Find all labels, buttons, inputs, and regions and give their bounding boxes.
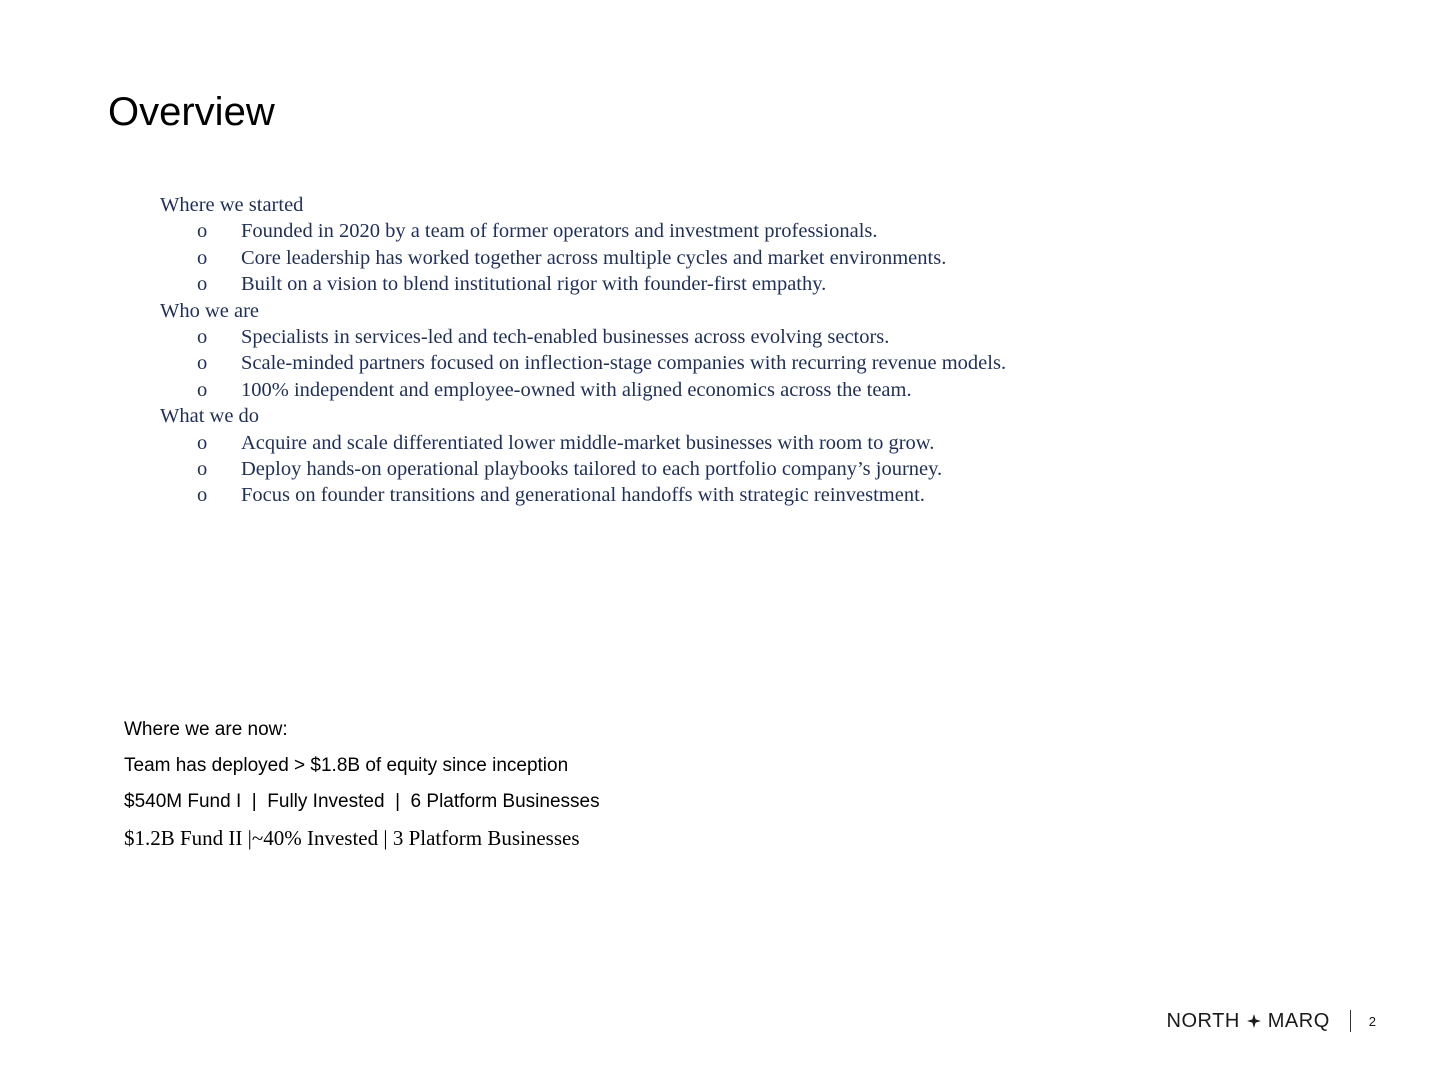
bullet-marker: o: [197, 326, 208, 349]
section-heading-who-we-are: Who we are: [160, 299, 260, 322]
bullet-text: Acquire and scale differentiated lower middle-market businesses with room to grow.: [241, 431, 935, 454]
bullet-text: Scale-minded partners focused on inflection-stage companies with recurring revenue models.: [241, 352, 1007, 375]
list-item: [160, 377, 1060, 403]
four-point-star-icon: [1247, 1014, 1261, 1028]
section-heading-where-we-started: Where we started: [160, 194, 304, 216]
bullet-list-where-we-started: [160, 218, 1060, 297]
bullet-list-what-we-do: [160, 430, 1060, 509]
logo-text-right: MARQ: [1267, 1009, 1330, 1032]
page-number: 2: [1368, 1013, 1376, 1029]
status-line-deployed: Team has deployed > $1.8B of equity since inception: [124, 755, 569, 776]
list-item: [160, 350, 1060, 376]
bullet-marker: o: [197, 431, 208, 454]
bullet-marker: o: [197, 273, 208, 296]
bullet-marker: o: [197, 484, 208, 507]
slide-title: Overview: [108, 90, 275, 134]
status-heading: Where we are now:: [124, 719, 288, 740]
logo-text-left: NORTH: [1166, 1009, 1240, 1032]
bullet-text: 100% independent and employee-owned with aligned economics across the team.: [241, 378, 912, 401]
list-item: [160, 245, 1060, 271]
list-item: [160, 218, 1060, 244]
list-item: [160, 430, 1060, 456]
bullet-marker: o: [197, 220, 208, 243]
list-item: [160, 324, 1060, 350]
bullet-text: Founded in 2020 by a team of former operators and investment professionals.: [241, 220, 878, 243]
bullet-list-who-we-are: [160, 324, 1060, 403]
overview-body: [160, 192, 1060, 509]
bullet-marker: o: [197, 458, 208, 481]
bullet-text: Focus on founder transitions and generational handoffs with strategic reinvestment.: [241, 484, 925, 507]
bullet-text: Deploy hands-on operational playbooks tailored to each portfolio company’s journey.: [241, 458, 943, 481]
bullet-marker: o: [197, 246, 208, 269]
section-heading-what-we-do: What we do: [160, 405, 260, 428]
list-item: [160, 456, 1060, 482]
bullet-text: Specialists in services-led and tech-enabled businesses across evolving sectors.: [241, 326, 890, 349]
status-block: [124, 716, 600, 860]
bullet-marker: o: [197, 352, 208, 375]
bullet-text: Core leadership has worked together across multiple cycles and market environments.: [241, 246, 947, 269]
bullet-text: Built on a vision to blend institutional rigor with founder-first empathy.: [241, 273, 827, 296]
status-line-fund-two: $1.2B Fund II |~40% Invested | 3 Platform Businesses: [124, 826, 580, 850]
footer: [1167, 1006, 1376, 1036]
company-logo: [1167, 1010, 1330, 1033]
status-line-fund-one: $540M Fund I | Fully Invested | 6 Platform Businesses: [124, 791, 600, 812]
bullet-marker: o: [197, 378, 208, 401]
list-item: [160, 271, 1060, 297]
list-item: [160, 482, 1060, 508]
footer-divider: [1350, 1010, 1351, 1032]
